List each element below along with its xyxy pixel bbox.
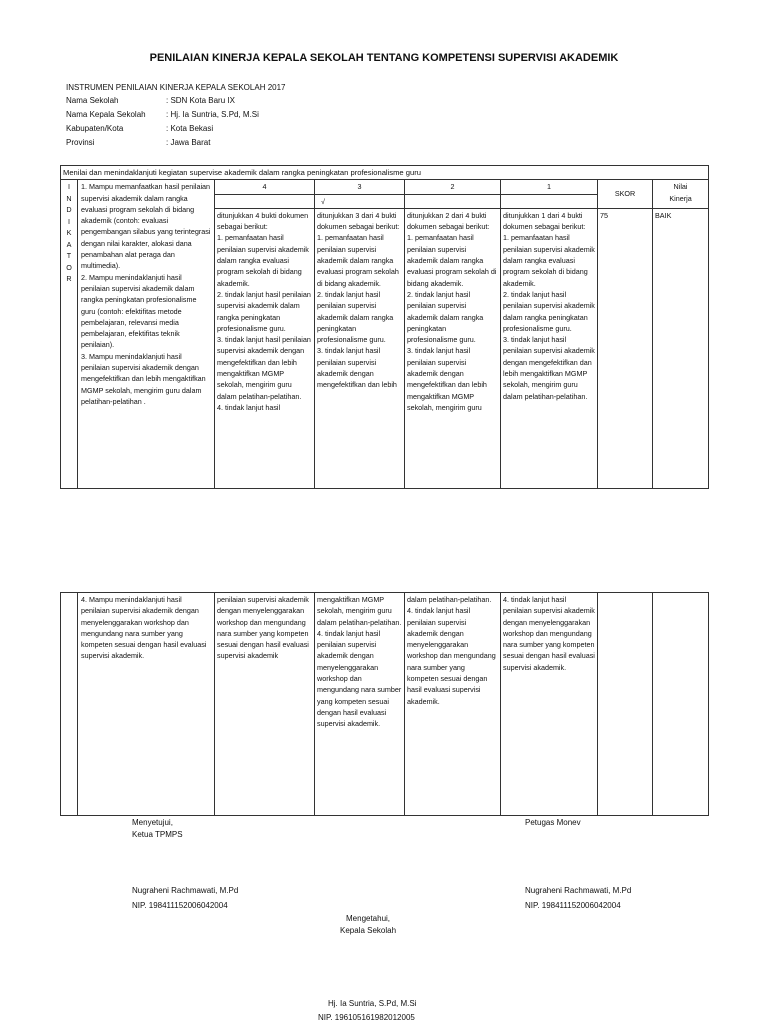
- check-col1: [501, 194, 598, 208]
- right-signature-name: Nugraheni Rachmawati, M.Pd: [525, 886, 632, 895]
- score-2-criteria-cont: dalam pelatihan-pelatihan. 4. tindak lanjut hasil penilaian supervisi akademik dengan menyelenggarakan workshop dan mengundang nara sumber yang kompeten sesuai dengan hasil evaluasi supervisi akademik.: [405, 593, 501, 816]
- right-signature-nip: NIP. 198411152006042004: [525, 901, 621, 910]
- field-province: Provinsi : Jawa Barat: [66, 138, 211, 147]
- right-signature-title: Petugas Monev: [525, 818, 581, 827]
- score-1-criteria: ditunjukkan 1 dari 4 bukti dokumen sebagai berikut: 1. pemanfaatan hasil penilaian supervisi akademik dalam rangka evaluasi program sekolah di bidang akademik. 2. tindak lanjut hasil penilaian supervisi akademik dalam rangka peningkatan profesionalisme guru. 3. tindak lanjut hasil penilaian supervisi akademik dengan mengefektifkan dan lebih mengaktifkan MGMP sekolah, mengirim guru dalam pelatihan-pelatihan.: [501, 208, 598, 488]
- left-signature-nip: NIP. 198411152006042004: [132, 901, 228, 910]
- score-4-criteria: ditunjukkan 4 bukti dokumen sebagai berikut: 1. pemanfaatan hasil penilaian supervisi akademik dalam rangka evaluasi program sekolah di bidang akademik. 2. tindak lanjut hasil penilaian supervisi akademik dalam rangka peningkatan profesionalisme guru. 3. tindak lanjut hasil penilaian supervisi akademik dengan mengefektifkan dan lebih mengaktifkan MGMP sekolah, mengirim guru dalam pelatihan-pelatihan. 4. tindak lanjut hasil: [215, 208, 315, 488]
- score-4-header: 4: [215, 180, 315, 194]
- left-signature-title: Menyetujui, Ketua TPMPS: [132, 818, 183, 839]
- score-1-header: 1: [501, 180, 598, 194]
- assessment-table-continued: [60, 592, 709, 816]
- skor-header: SKOR: [598, 180, 653, 209]
- instrument-title: INSTRUMEN PENILAIAN KINERJA KEPALA SEKOLAH 2017: [66, 83, 286, 92]
- score-3-criteria: ditunjukkan 3 dari 4 bukti dokumen sebagai berikut: 1. pemanfaatan hasil penilaian supervisi akademik dalam rangka evaluasi program sekolah di bidang akademik. 2. tindak lanjut hasil penilaian supervisi akademik dalam rangka peningkatan profesionalisme guru. 3. tindak lanjut hasil penilaian supervisi akademik dengan mengefektifkan dan lebih: [315, 208, 405, 488]
- score-2-header: 2: [405, 180, 501, 194]
- nilai-cont: [653, 593, 709, 816]
- assessment-table: [60, 165, 709, 489]
- field-school: Nama Sekolah : SDN Kota Baru IX: [66, 96, 235, 105]
- score-3-header: 3: [315, 180, 405, 194]
- skor-cont: [598, 593, 653, 816]
- indicator-text: 1. Mampu memanfaatkan hasil penilaian supervisi akademik dalam rangka evaluasi program sekolah di bidang akademik (contoh: evaluasi pengembangan silabus yang terintegrasi dengan nilai karakter, alokasi dana penambahan alat peraga dan multimedia). 2. Mampu menindaklanjuti hasil penilaian supervisi akademik dalam rangka peningkatan profesionalisme guru (contoh: efektifitas metode pembelajaran, relevansi media pembelajaran, efektifitas teknik penilaian). 3. Mampu menindaklanjuti hasil penilaian supervisi akademik dengan mengefektifkan dan lebih mengaktifkan MGMP sekolah, mengirim guru dalam pelatihan-pelatihan .: [78, 180, 215, 489]
- identity-fields: [66, 94, 259, 150]
- center-signature-name: Hj. Ia Suntria, S.Pd, M.Si: [328, 999, 417, 1008]
- indikator-cont: [61, 593, 78, 816]
- check-mark: √: [315, 194, 405, 208]
- score-4-criteria-cont: penilaian supervisi akademik dengan menyelenggarakan workshop dan mengundang nara sumber yang kompeten sesuai dengan hasil evaluasi supervisi akademik: [215, 593, 315, 816]
- nilai-value: BAIK: [653, 208, 709, 488]
- page-title: PENILAIAN KINERJA KEPALA SEKOLAH TENTANG KOMPETENSI SUPERVISI AKADEMIK: [149, 52, 619, 64]
- center-signature-title: Mengetahui, Kepala Sekolah: [340, 914, 397, 935]
- check-col2: [405, 194, 501, 208]
- center-signature-nip: NIP. 196105161982012005: [318, 1013, 415, 1022]
- score-3-criteria-cont: mengaktifkan MGMP sekolah, mengirim guru dalam pelatihan-pelatihan. 4. tindak lanjut hasil penilaian supervisi akademik dengan menyelenggarakan workshop dan mengundang nara sumber yang kompeten sesuai dengan hasil evaluasi supervisi akademik.: [315, 593, 405, 816]
- nilai-kinerja-header: Nilai Kinerja: [653, 180, 709, 209]
- indikator-label: I N D I K A T O R: [61, 180, 78, 489]
- left-signature-name: Nugraheni Rachmawati, M.Pd: [132, 886, 239, 895]
- field-principal: Nama Kepala Sekolah : Hj. Ia Suntria, S.Pd, M.Si: [66, 110, 259, 119]
- skor-value: 75: [598, 208, 653, 488]
- score-1-criteria-cont: 4. tindak lanjut hasil penilaian supervisi akademik dengan menyelenggarakan workshop dan mengundang nara sumber yang kompeten sesuai dengan hasil evaluasi supervisi akademik.: [501, 593, 598, 816]
- check-col4: [215, 194, 315, 208]
- table-header: Menilai dan menindaklanjuti kegiatan supervise akademik dalam rangka peningkatan profesionalisme guru: [61, 166, 709, 180]
- field-city: Kabupaten/Kota : Kota Bekasi: [66, 124, 214, 133]
- score-2-criteria: ditunjukkan 2 dari 4 bukti dokumen sebagai berikut: 1. pemanfaatan hasil penilaian supervisi akademik dalam rangka evaluasi program sekolah di bidang akademik. 2. tindak lanjut hasil penilaian supervisi akademik dalam rangka peningkatan profesionalisme guru. 3. tindak lanjut hasil penilaian supervisi akademik dengan mengefektifkan dan lebih mengaktifkan MGMP sekolah, mengirim guru: [405, 208, 501, 488]
- indicator-text-cont: 4. Mampu menindaklanjuti hasil penilaian supervisi akademik dengan menyelenggarakan workshop dan mengundang nara sumber yang kompeten sesuai dengan hasil evaluasi supervisi akademik.: [78, 593, 215, 816]
